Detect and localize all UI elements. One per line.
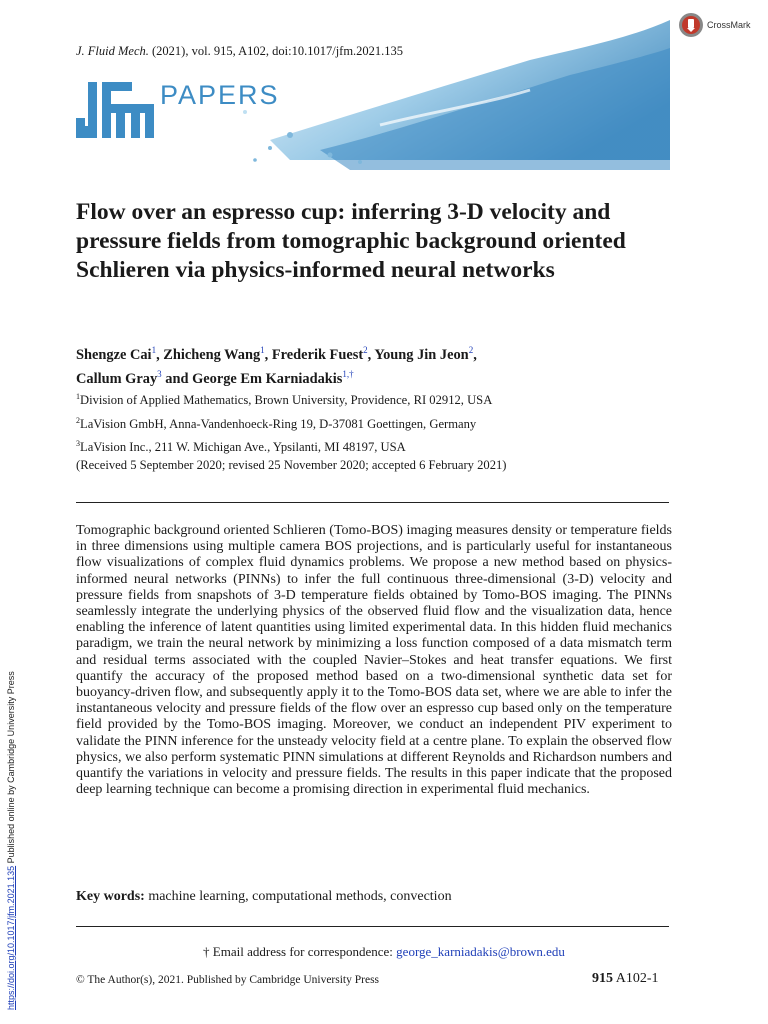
author-separator: and [161, 370, 193, 387]
author-name: Young Jin Jeon [374, 346, 469, 363]
author-separator: , [156, 346, 164, 363]
abstract-top-rule [76, 502, 669, 503]
keywords-label: Key words: [76, 889, 145, 904]
affiliation-number: 3 [76, 439, 80, 449]
crossmark-badge[interactable] [678, 12, 751, 38]
received-dates: (Received 5 September 2020; revised 25 November 2020; accepted 6 February 2021) [76, 458, 507, 472]
journal-citation: (2021), vol. 915, A102, doi:10.1017/jfm.2021.135 [152, 44, 404, 58]
page-number [592, 971, 659, 987]
author-name: Shengze Cai [76, 346, 152, 363]
affiliations [76, 387, 492, 458]
correspondence [0, 944, 768, 960]
author-affiliation-marker[interactable]: 2 [468, 345, 474, 355]
author-name: Frederik Fuest [271, 346, 364, 363]
water-splash-image [230, 20, 670, 170]
keywords [76, 889, 452, 905]
correspondence-prefix: † Email address for correspondence: [203, 944, 397, 959]
affiliation-item [76, 411, 492, 435]
affiliation-number: 1 [76, 392, 80, 401]
author-name: Callum Gray [76, 370, 158, 387]
author-name: Zhicheng Wang [163, 346, 261, 363]
affiliation-number: 2 [76, 415, 80, 425]
side-published-text: Published online by Cambridge University Press [6, 671, 16, 866]
affiliation-text: Division of Applied Mathematics, Brown University, Providence, RI 02912, USA [80, 393, 493, 408]
author-separator: , [473, 346, 477, 363]
author-name: George Em Karniadakis [192, 370, 343, 387]
side-publication-note [6, 671, 16, 1010]
papers-label: PAPERS [160, 80, 280, 110]
affiliation-text: LaVision Inc., 211 W. Michigan Ave., Ypsilanti, MI 48197, USA [80, 440, 406, 455]
article-page: A102-1 [615, 971, 659, 986]
jfm-logo [76, 82, 154, 142]
author-affiliation-marker[interactable]: 1,† [342, 368, 354, 379]
affiliation-item [76, 387, 492, 411]
correspondence-email-link[interactable]: george_karniadakis@brown.edu [396, 944, 565, 959]
author-separator: , [264, 346, 272, 363]
abstract-text: Tomographic background oriented Schlieren (Tomo-BOS) imaging measures density or temperature fields in three dimensions using multiple camera BOS projections, and is particularly useful for instantaneous flow visualizations of complex fluid dynamics problems. We propose a new method based on physics-informed neural networks (PINNs) to infer the full continuous three-dimensional (3-D) velocity and pressure fields from snapshots of 3-D temperature fields obtained by Tomo-BOS imaging. The PINNs seamlessly integrate the underlying physics of the observed fluid flow and the visualization data, hence enabling the inference of latent quantities using limited experimental data. In this hidden fluid mechanics paradigm, we train the neural network by minimizing a loss function composed of a data mismatch term and residual terms associated with the coupled Navier–Stokes and heat transfer equations. We first quantify the accuracy of the proposed method based on a two-dimensional synthetic data set for buoyancy-driven flow, and subsequently apply it to the Tomo-BOS data set, where we are able to infer the instantaneous velocity and pressure fields of the flow over an espresso cup based only on the temperature field provided by the Tomo-BOS imaging. Moreover, we conduct an independent PIV experiment to validate the PINN inference for the unsteady velocity field at a centre plane. To explain the observed flow physics, we also perform systematic PINN simulations at different Reynolds and Richardson numbers and quantify the variations in velocity and pressure fields. The results in this paper indicate that the proposed deep learning technique can become a promising direction in experimental fluid mechanics. [76, 523, 672, 798]
article-title: Flow over an espresso cup: inferring 3-D velocity and pressure fields from tomographic background oriented Schlieren via physics-informed neural networks [76, 199, 626, 283]
logo-text: JFM [76, 82, 78, 83]
affiliation-text: LaVision GmbH, Anna-Vandenhoeck-Ring 19, D-37081 Goettingen, Germany [80, 416, 477, 431]
side-doi-link[interactable]: https://doi.org/10.1017/jfm.2021.135 [6, 865, 16, 1010]
author-list [76, 341, 696, 389]
author-affiliation-marker[interactable]: 3 [157, 368, 162, 379]
author-separator: , [367, 346, 375, 363]
keywords-list: machine learning, computational methods, convection [148, 889, 452, 904]
author-affiliation-marker[interactable]: 2 [363, 345, 368, 355]
affiliation-item [76, 434, 492, 458]
copyright-notice: © The Author(s), 2021. Published by Cambridge University Press [76, 974, 380, 986]
journal-name: J. Fluid Mech. [76, 44, 149, 58]
author-affiliation-marker[interactable]: 1 [260, 345, 265, 355]
abstract-bottom-rule [76, 926, 669, 927]
author-affiliation-marker[interactable]: 1 [151, 345, 157, 355]
volume-number: 915 [592, 971, 613, 986]
crossmark-icon [678, 12, 704, 38]
crossmark-label: CrossMark [707, 20, 751, 30]
